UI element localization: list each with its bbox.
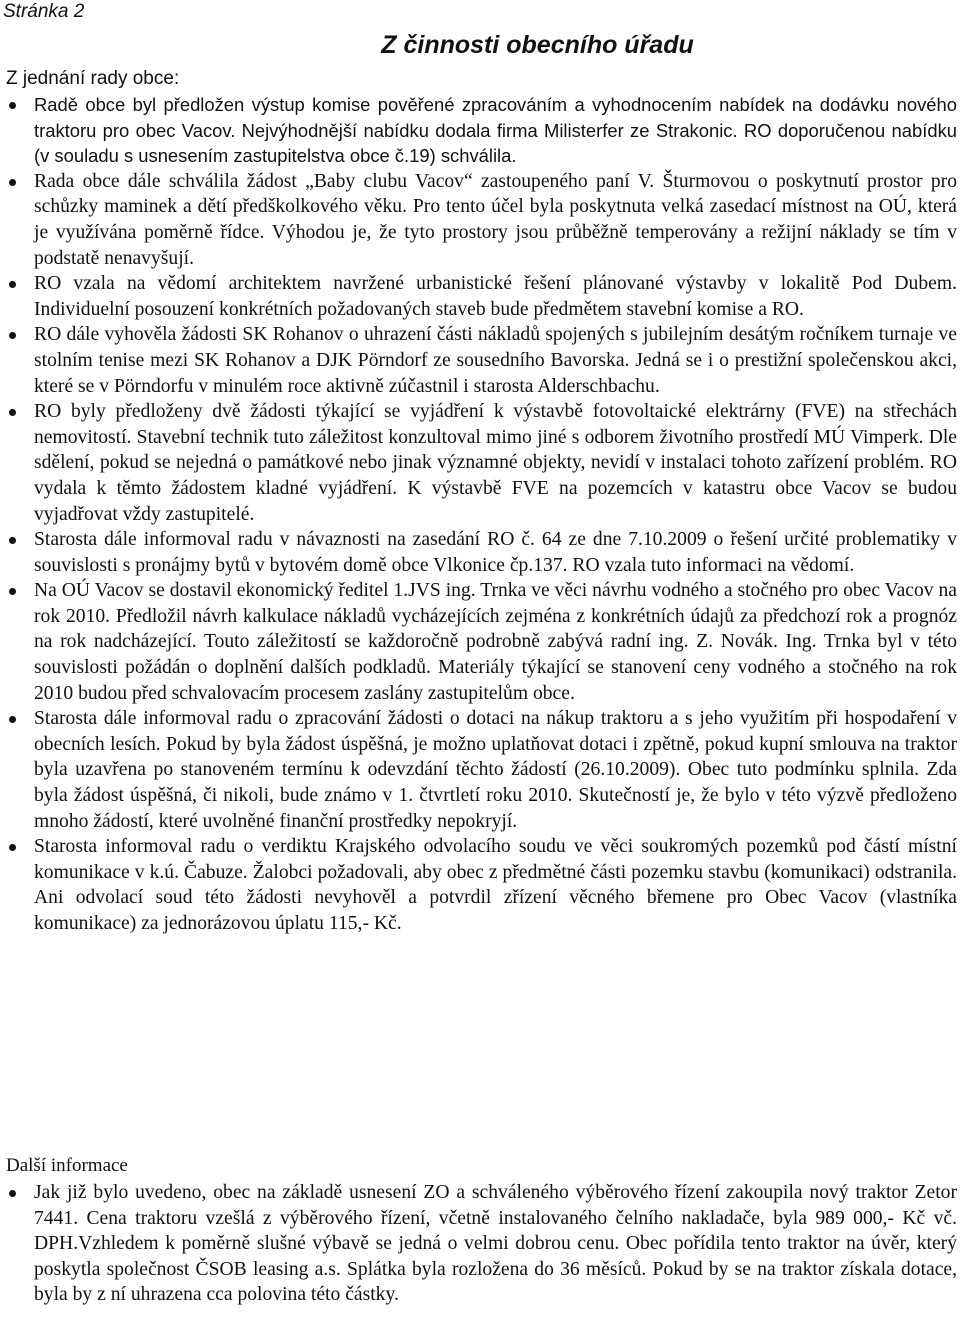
section-heading-council: Z jednání rady obce: <box>6 68 180 89</box>
council-items-list <box>0 92 960 937</box>
list-item: Rada obce dále schválila žádost „Baby clubu Vacov“ zastoupeného paní V. Šturmovou o poskytnutí prostor pro schůzky maminek a dětí předškolkového věku. Pro tento účel byla poskytnuta velká zasedací místnost na OÚ, která je využívána poměrně řídce. Výhodou je, že tyto prostory jsou průběžně temperovány a režijní náklady se tím v podstatě nenavyšují. <box>0 169 960 271</box>
list-item: RO byly předloženy dvě žádosti týkající se vyjádření k výstavbě fotovoltaické elektrárny (FVE) na střechách nemovitostí. Stavební technik tuto záležitost konzultoval mimo jiné s odborem životního prostředí MÚ Vimperk. Dle sdělení, pokud se nejedná o památkové nebo jinak významné objekty, nevidí v instalaci tohoto zařízení problém. RO vydala k těmto žádostem kladné vyjádření. K výstavbě FVE na pozemcích v katastru obce Vacov se budou vyjadřovat vždy zastupitelé. <box>0 399 960 527</box>
page-label: Stránka 2 <box>3 1 85 22</box>
more-info-list <box>0 1180 960 1308</box>
page-title: Z činnosti obecního úřadu <box>381 31 694 59</box>
list-item: Jak již bylo uvedeno, obec na základě usnesení ZO a schváleného výběrového řízení zakoupila nový traktor Zetor 7441. Cena traktoru vzešlá z výběrového řízení, včetně instalovaného čelního nakladače, byla 989 000,- Kč vč. DPH.Vzhledem k poměrně slušné výbavě se jedná o velmi dobrou cenu. Obec pořídila tento traktor na úvěr, který poskytla společnost ČSOB leasing a.s. Splátka byla rozložena do 36 měsíců. Pokud by se na traktor získala dotace, byla by z ní uhrazena cca polovina této částky. <box>0 1180 960 1308</box>
list-item: Na OÚ Vacov se dostavil ekonomický ředitel 1.JVS ing. Trnka ve věci návrhu vodného a stočného pro obec Vacov na rok 2010. Předložil návrh kalkulace nákladů vycházejících zejména z konkrétních údajů za předchozí rok a prognóz na rok nadcházející. Touto záležitostí se každoročně podrobně zabývá radní ing. Z. Novák. Ing. Trnka byl v této souvislosti požádán o doplnění dalších podkladů. Materiály týkající se stanovení ceny vodného a stočného na rok 2010 budou před schvalovacím procesem zaslány zastupitelům obce. <box>0 578 960 706</box>
list-item: Starosta dále informoval radu v návaznosti na zasedání RO č. 64 ze dne 7.10.2009 o řešení určité problematiky v souvislosti s pronájmy bytů v bytovém domě obce Vlkonice čp.137. RO vzala tuto informaci na vědomí. <box>0 527 960 578</box>
list-item: RO dále vyhověla žádosti SK Rohanov o uhrazení části nákladů spojených s jubilejním desátým ročníkem turnaje ve stolním tenise mezi SK Rohanov a DJK Pörndorf ze sousedního Bavorska. Jedná se i o prestižní společenskou akci, které se v Pörndorfu v minulém roce aktivně zúčastnil i starosta Alderschbachu. <box>0 322 960 399</box>
list-item: Starosta informoval radu o verdiktu Krajského odvolacího soudu ve věci soukromých pozemků pod částí místní komunikace v k.ú. Čabuze. Žalobci požadovali, aby obec z předmětné části pozemku stavbu (komunikaci) odstranila. Ani odvolací soud této žádosti nevyhověl a potvrdil zřízení věcného břemene pro Obec Vacov (vlastníka komunikace) za jednorázovou úplatu 115,- Kč. <box>0 834 960 936</box>
list-item: RO vzala na vědomí architektem navržené urbanistické řešení plánované výstavby v lokalitě Pod Dubem. Individuelní posouzení konkrétních požadovaných staveb bude předmětem stavební komise a RO. <box>0 271 960 322</box>
section-heading-more-info: Další informace <box>6 1155 128 1176</box>
list-item: Starosta dále informoval radu o zpracování žádosti o dotaci na nákup traktoru a s jeho využitím při hospodaření v obecních lesích. Pokud by byla žádost úspěšná, je možno uplatňovat dotaci i zpětně, pokud kupní smlouva na traktor byla uzavřena po stanoveném termínu k odevzdání těchto žádostí (26.10.2009). Obec tuto podmínku splnila. Zda byla žádost úspěšná, či nikoli, bude známo v 1. čtvrtletí roku 2010. Skutečností je, že bylo v této výzvě předloženo mnoho žádostí, které uvolněné finanční prostředky nepokryjí. <box>0 706 960 834</box>
list-item: Radě obce byl předložen výstup komise pověřené zpracováním a vyhodnocením nabídek na dodávku nového traktoru pro obec Vacov. Nejvýhodnější nabídku dodala firma Milisterfer ze Strakonic. RO doporučenou nabídku (v souladu s usnesením zastupitelstva obce č.19) schválila. <box>0 92 960 169</box>
